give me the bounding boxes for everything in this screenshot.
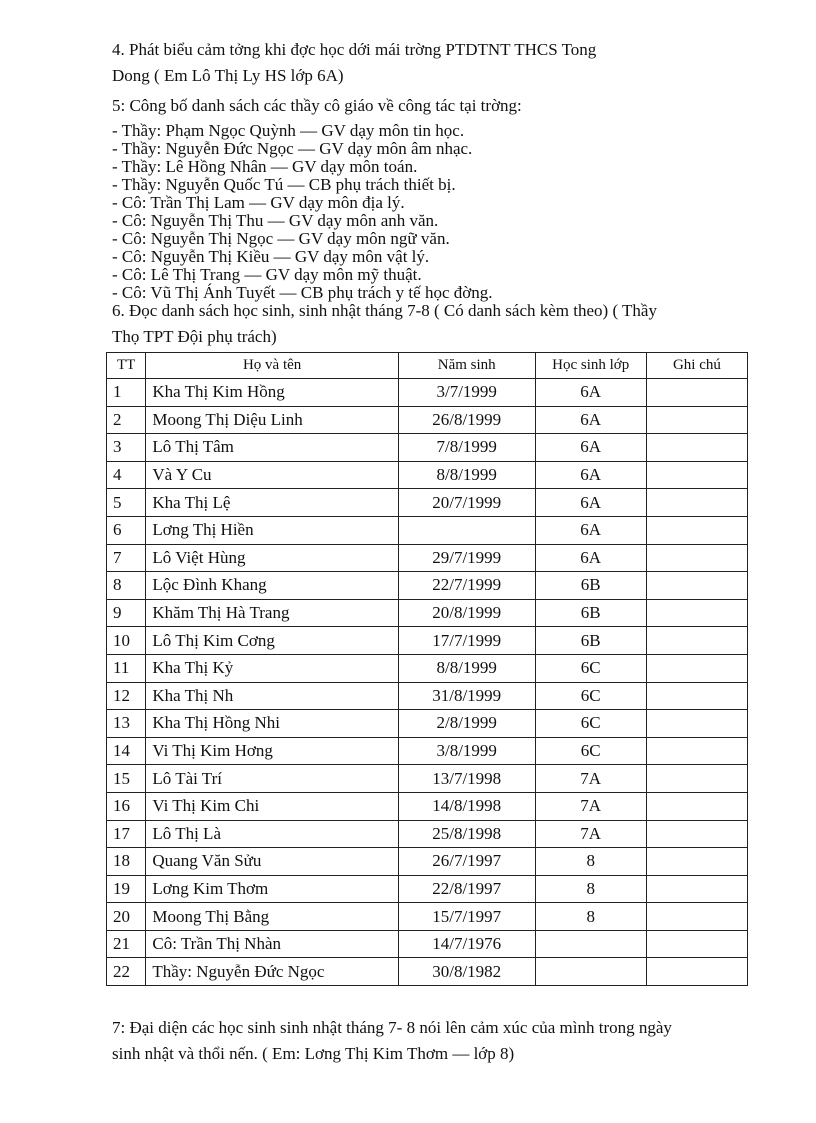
cell-class: 8	[535, 848, 646, 876]
header-note: Ghi chú	[646, 353, 747, 379]
cell-name: Moong Thị Diệu Linh	[146, 406, 399, 434]
cell-note	[646, 820, 747, 848]
teacher-list-item: - Cô: Nguyễn Thị Thu — GV dạy môn anh văn.	[112, 211, 439, 230]
cell-note	[646, 875, 747, 903]
cell-birth-date: 22/8/1997	[398, 875, 535, 903]
cell-tt: 9	[107, 599, 146, 627]
cell-birth-date: 31/8/1999	[398, 682, 535, 710]
cell-birth-date: 25/8/1998	[398, 820, 535, 848]
cell-tt: 21	[107, 930, 146, 958]
section-6	[112, 298, 742, 350]
table-row	[107, 627, 748, 655]
cell-tt: 10	[107, 627, 146, 655]
cell-tt: 6	[107, 516, 146, 544]
cell-class: 6A	[535, 489, 646, 517]
teacher-list-item: - Cô: Nguyễn Thị Kiều — GV dạy môn vật lý.	[112, 247, 430, 266]
cell-name: Lô Tài Trí	[146, 765, 399, 793]
cell-note	[646, 379, 747, 407]
teacher-list-item: - Thầy: Phạm Ngọc Quỳnh — GV dạy môn tin học.	[112, 121, 465, 140]
teacher-list-item: - Cô: Vũ Thị Ánh Tuyết — CB phụ trách y tế học đờng.	[112, 283, 493, 302]
cell-birth-date: 3/8/1999	[398, 737, 535, 765]
cell-birth-date: 22/7/1999	[398, 572, 535, 600]
section-7	[112, 1015, 742, 1067]
table-header-row	[107, 353, 748, 379]
cell-tt: 19	[107, 875, 146, 903]
cell-class: 6A	[535, 461, 646, 489]
cell-class: 8	[535, 903, 646, 931]
cell-note	[646, 958, 747, 986]
cell-note	[646, 765, 747, 793]
cell-tt: 13	[107, 710, 146, 738]
cell-birth-date: 3/7/1999	[398, 379, 535, 407]
table-row	[107, 875, 748, 903]
header-class: Học sinh lớp	[535, 353, 646, 379]
cell-class: 6A	[535, 516, 646, 544]
cell-birth-date: 26/8/1999	[398, 406, 535, 434]
cell-class: 6A	[535, 379, 646, 407]
cell-class: 8	[535, 875, 646, 903]
cell-note	[646, 627, 747, 655]
cell-birth-date: 20/7/1999	[398, 489, 535, 517]
cell-name: Kha Thị Nh	[146, 682, 399, 710]
table-row	[107, 820, 748, 848]
cell-name: Lô Thị Tâm	[146, 434, 399, 462]
cell-birth-date: 8/8/1999	[398, 654, 535, 682]
cell-tt: 18	[107, 848, 146, 876]
header-name: Họ và tên	[146, 353, 399, 379]
cell-tt: 7	[107, 544, 146, 572]
teacher-list-item: - Thầy: Nguyễn Quốc Tú — CB phụ trách thiết bị.	[112, 175, 456, 194]
section-6-line-1: 6. Đọc danh sách học sinh, sinh nhật tháng 7-8 ( Có danh sách kèm theo) ( Thầy	[112, 301, 657, 320]
table-row	[107, 599, 748, 627]
cell-note	[646, 682, 747, 710]
cell-note	[646, 489, 747, 517]
section-7-line-1: 7: Đại diện các học sinh sinh nhật tháng 7- 8 nói lên cảm xúc của mình trong ngày	[112, 1018, 672, 1037]
header-tt: TT	[107, 353, 146, 379]
teacher-list-item: - Cô: Lê Thị Trang — GV dạy môn mỹ thuật.	[112, 265, 422, 284]
table-row	[107, 848, 748, 876]
cell-class: 6C	[535, 710, 646, 738]
cell-birth-date: 17/7/1999	[398, 627, 535, 655]
cell-name: Moong Thị Bằng	[146, 903, 399, 931]
cell-note	[646, 461, 747, 489]
cell-class: 6C	[535, 737, 646, 765]
table-row	[107, 489, 748, 517]
cell-class: 7A	[535, 792, 646, 820]
cell-class: 7A	[535, 765, 646, 793]
cell-note	[646, 737, 747, 765]
cell-note	[646, 848, 747, 876]
table-row	[107, 737, 748, 765]
cell-name: Lô Thị Là	[146, 820, 399, 848]
cell-birth-date	[398, 516, 535, 544]
table-row	[107, 765, 748, 793]
table-row	[107, 792, 748, 820]
section-4-line-1: 4. Phát biểu cảm tởng khi đợc học dới mái trờng PTDTNT THCS Tong	[112, 40, 597, 59]
table-row	[107, 461, 748, 489]
section-4	[112, 37, 742, 89]
section-7-line-2: sinh nhật và thổi nến. ( Em: Lơng Thị Kim Thơm — lớp 8)	[112, 1044, 515, 1063]
cell-tt: 15	[107, 765, 146, 793]
cell-birth-date: 8/8/1999	[398, 461, 535, 489]
cell-birth-date: 13/7/1998	[398, 765, 535, 793]
cell-tt: 1	[107, 379, 146, 407]
student-birthday-table	[106, 352, 748, 986]
cell-class: 6A	[535, 544, 646, 572]
cell-tt: 2	[107, 406, 146, 434]
cell-class: 6B	[535, 627, 646, 655]
table-row	[107, 379, 748, 407]
cell-name: Khăm Thị Hà Trang	[146, 599, 399, 627]
cell-name: Kha Thị Kỷ	[146, 654, 399, 682]
cell-tt: 11	[107, 654, 146, 682]
header-birth-date: Năm sinh	[398, 353, 535, 379]
cell-note	[646, 406, 747, 434]
cell-note	[646, 710, 747, 738]
table-row	[107, 516, 748, 544]
table-row	[107, 958, 748, 986]
cell-name: Lộc Đình Khang	[146, 572, 399, 600]
cell-note	[646, 516, 747, 544]
table-row	[107, 654, 748, 682]
cell-name: Quang Văn Sửu	[146, 848, 399, 876]
cell-tt: 14	[107, 737, 146, 765]
cell-name: Thầy: Nguyễn Đức Ngọc	[146, 958, 399, 986]
cell-tt: 12	[107, 682, 146, 710]
cell-class: 7A	[535, 820, 646, 848]
table-row	[107, 903, 748, 931]
cell-note	[646, 903, 747, 931]
table-row	[107, 710, 748, 738]
cell-name: Vi Thị Kim Chi	[146, 792, 399, 820]
section-5-heading: 5: Công bố danh sách các thầy cô giáo về công tác tại trờng:	[112, 96, 522, 115]
teacher-list	[112, 122, 752, 302]
teacher-list-item: - Cô: Trần Thị Lam — GV dạy môn địa lý.	[112, 193, 405, 212]
cell-tt: 3	[107, 434, 146, 462]
cell-birth-date: 14/8/1998	[398, 792, 535, 820]
cell-tt: 8	[107, 572, 146, 600]
cell-birth-date: 29/7/1999	[398, 544, 535, 572]
table-row	[107, 572, 748, 600]
table-row	[107, 406, 748, 434]
cell-class: 6A	[535, 406, 646, 434]
cell-note	[646, 599, 747, 627]
cell-tt: 17	[107, 820, 146, 848]
cell-note	[646, 792, 747, 820]
cell-tt: 16	[107, 792, 146, 820]
cell-name: Cô: Trần Thị Nhàn	[146, 930, 399, 958]
cell-class: 6B	[535, 599, 646, 627]
cell-birth-date: 26/7/1997	[398, 848, 535, 876]
cell-tt: 5	[107, 489, 146, 517]
section-6-line-2: Thọ TPT Đội phụ trách)	[112, 327, 277, 346]
cell-name: Kha Thị Kim Hồng	[146, 379, 399, 407]
cell-name: Lô Việt Hùng	[146, 544, 399, 572]
cell-birth-date: 7/8/1999	[398, 434, 535, 462]
cell-note	[646, 572, 747, 600]
cell-name: Lơng Kim Thơm	[146, 875, 399, 903]
cell-class: 6A	[535, 434, 646, 462]
cell-name: Lô Thị Kim Cơng	[146, 627, 399, 655]
cell-tt: 20	[107, 903, 146, 931]
cell-birth-date: 20/8/1999	[398, 599, 535, 627]
cell-birth-date: 14/7/1976	[398, 930, 535, 958]
cell-note	[646, 434, 747, 462]
table-row	[107, 930, 748, 958]
cell-name: Kha Thị Lệ	[146, 489, 399, 517]
cell-class	[535, 930, 646, 958]
cell-class	[535, 958, 646, 986]
cell-note	[646, 930, 747, 958]
cell-birth-date: 2/8/1999	[398, 710, 535, 738]
cell-birth-date: 15/7/1997	[398, 903, 535, 931]
cell-name: Kha Thị Hồng Nhi	[146, 710, 399, 738]
table-row	[107, 682, 748, 710]
table-row	[107, 544, 748, 572]
cell-note	[646, 544, 747, 572]
cell-class: 6B	[535, 572, 646, 600]
cell-tt: 4	[107, 461, 146, 489]
cell-note	[646, 654, 747, 682]
cell-class: 6C	[535, 682, 646, 710]
cell-name: Lơng Thị Hiền	[146, 516, 399, 544]
teacher-list-item: - Thầy: Lê Hồng Nhân — GV dạy môn toán.	[112, 157, 418, 176]
cell-class: 6C	[535, 654, 646, 682]
cell-name: Và Y Cu	[146, 461, 399, 489]
section-4-line-2: Dong ( Em Lô Thị Ly HS lớp 6A)	[112, 66, 344, 85]
cell-tt: 22	[107, 958, 146, 986]
cell-name: Vi Thị Kim Hơng	[146, 737, 399, 765]
teacher-list-item: - Cô: Nguyễn Thị Ngọc — GV dạy môn ngữ văn.	[112, 229, 450, 248]
cell-birth-date: 30/8/1982	[398, 958, 535, 986]
teacher-list-item: - Thầy: Nguyễn Đức Ngọc — GV dạy môn âm nhạc.	[112, 139, 473, 158]
table-row	[107, 434, 748, 462]
